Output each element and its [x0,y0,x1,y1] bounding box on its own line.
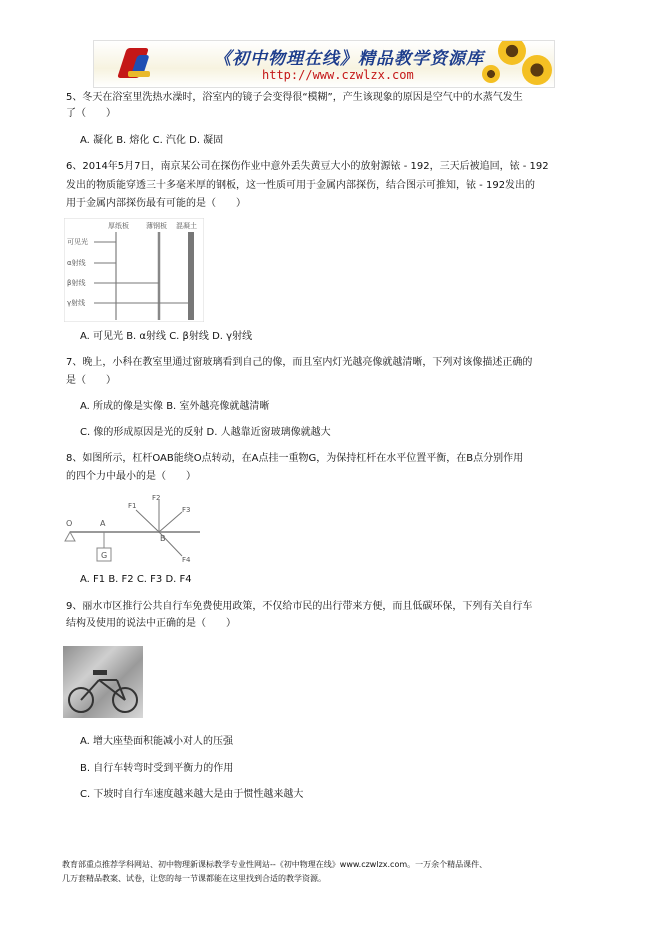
label-f1: F1 [128,502,137,510]
ray-label-gamma: γ射线 [67,299,86,307]
lever-figure [64,492,204,568]
q5-stem-line1: 5、冬天在浴室里洗热水澡时，浴室内的镜子会变得很“模糊”，产生该现象的原因是空气中的水蒸气发生 [66,92,523,103]
q6-stem-line3: 用于金属内部探伤最有可能的是（ ） [66,198,246,209]
label-f3: F3 [182,506,191,514]
footer-line1: 教育部重点推荐学科网站、初中物理新课标教学专业性网站--《初中物理在线》www.czwlzx.com。一万余个精品课件、 [62,860,488,869]
footer-line2: 几万套精品教案、试卷，让您的每一节课都能在这里找到合适的教学资源。 [62,874,326,883]
sunflower-icon [522,55,552,85]
q6-options: A. 可见光 B. α射线 C. β射线 D. γ射线 [80,331,253,342]
q6-stem-line2: 发出的物质能穿透三十多毫米厚的钢板，这一性质可用于金属内部探伤，结合图示可推知，铱 - 192发出的 [66,180,536,191]
label-f4: F4 [182,556,191,564]
header-steel: 薄钢板 [146,222,167,230]
label-g: G [101,551,108,560]
bicycle-icon [63,646,143,718]
q8-stem-line2: 的四个力中最小的是（ ） [66,471,196,482]
q6-stem-line1: 6、2014年5月7日，南京某公司在探伤作业中意外丢失黄豆大小的放射源铱 - 192，三天后被追回，铱 - 192 [66,161,549,172]
q9-option-a: A. 增大座垫面积能减小对人的压强 [80,736,234,747]
ray-label-alpha: α射线 [67,259,86,267]
q8-stem-line1: 8、如图所示，杠杆OAB能绕O点转动，在A点挂一重物G，为保持杠杆在水平位置平衡，在B点分别作用 [66,453,524,464]
q9-stem-line2: 结构及使用的说法中正确的是（ ） [66,618,236,629]
q7-stem-line1: 7、晚上，小科在教室里通过窗玻璃看到自己的像，而且室内灯光越亮像就越清晰，下列对该像描述正确的 [66,357,533,368]
radiation-penetration-figure [64,218,204,322]
q5-options: A. 凝化 B. 熔化 C. 汽化 D. 凝固 [80,135,224,146]
bicycle-photo [63,646,143,718]
q9-option-b: B. 自行车转弯时受到平衡力的作用 [80,763,234,774]
q7-options-ab: A. 所成的像是实像 B. 室外越亮像就越清晰 [80,401,270,412]
q7-stem-line2: 是（ ） [66,375,116,386]
header-concrete: 混凝土 [176,222,197,230]
header-banner [93,40,555,88]
sunflower-icon [498,40,526,65]
label-o: O [66,519,73,528]
q8-options: A. F1 B. F2 C. F3 D. F4 [80,574,192,585]
sunflower-icon [482,65,500,83]
ray-label-visible: 可见光 [67,238,88,246]
q9-option-c: C. 下坡时自行车速度越来越大是由于惯性越来越大 [80,789,304,800]
label-b: B [160,534,166,543]
concrete-barrier [188,232,194,320]
banner-title: 《初中物理在线》精品教学资源库 [214,49,484,69]
label-f2: F2 [152,494,161,502]
banner-url[interactable]: http://www.czwlzx.com [262,68,414,82]
q7-options-cd: C. 像的形成原因是光的反射 D. 人越靠近窗玻璃像就越大 [80,427,331,438]
ray-label-beta: β射线 [67,279,86,287]
q9-stem-line1: 9、丽水市区推行公共自行车免费使用政策，不仅给市民的出行带来方便，而且低碳环保，下列有关自行车 [66,601,533,612]
label-a: A [100,519,106,528]
q5-stem-line2: 了（ ） [66,108,116,119]
header-paper: 厚纸板 [108,222,129,230]
